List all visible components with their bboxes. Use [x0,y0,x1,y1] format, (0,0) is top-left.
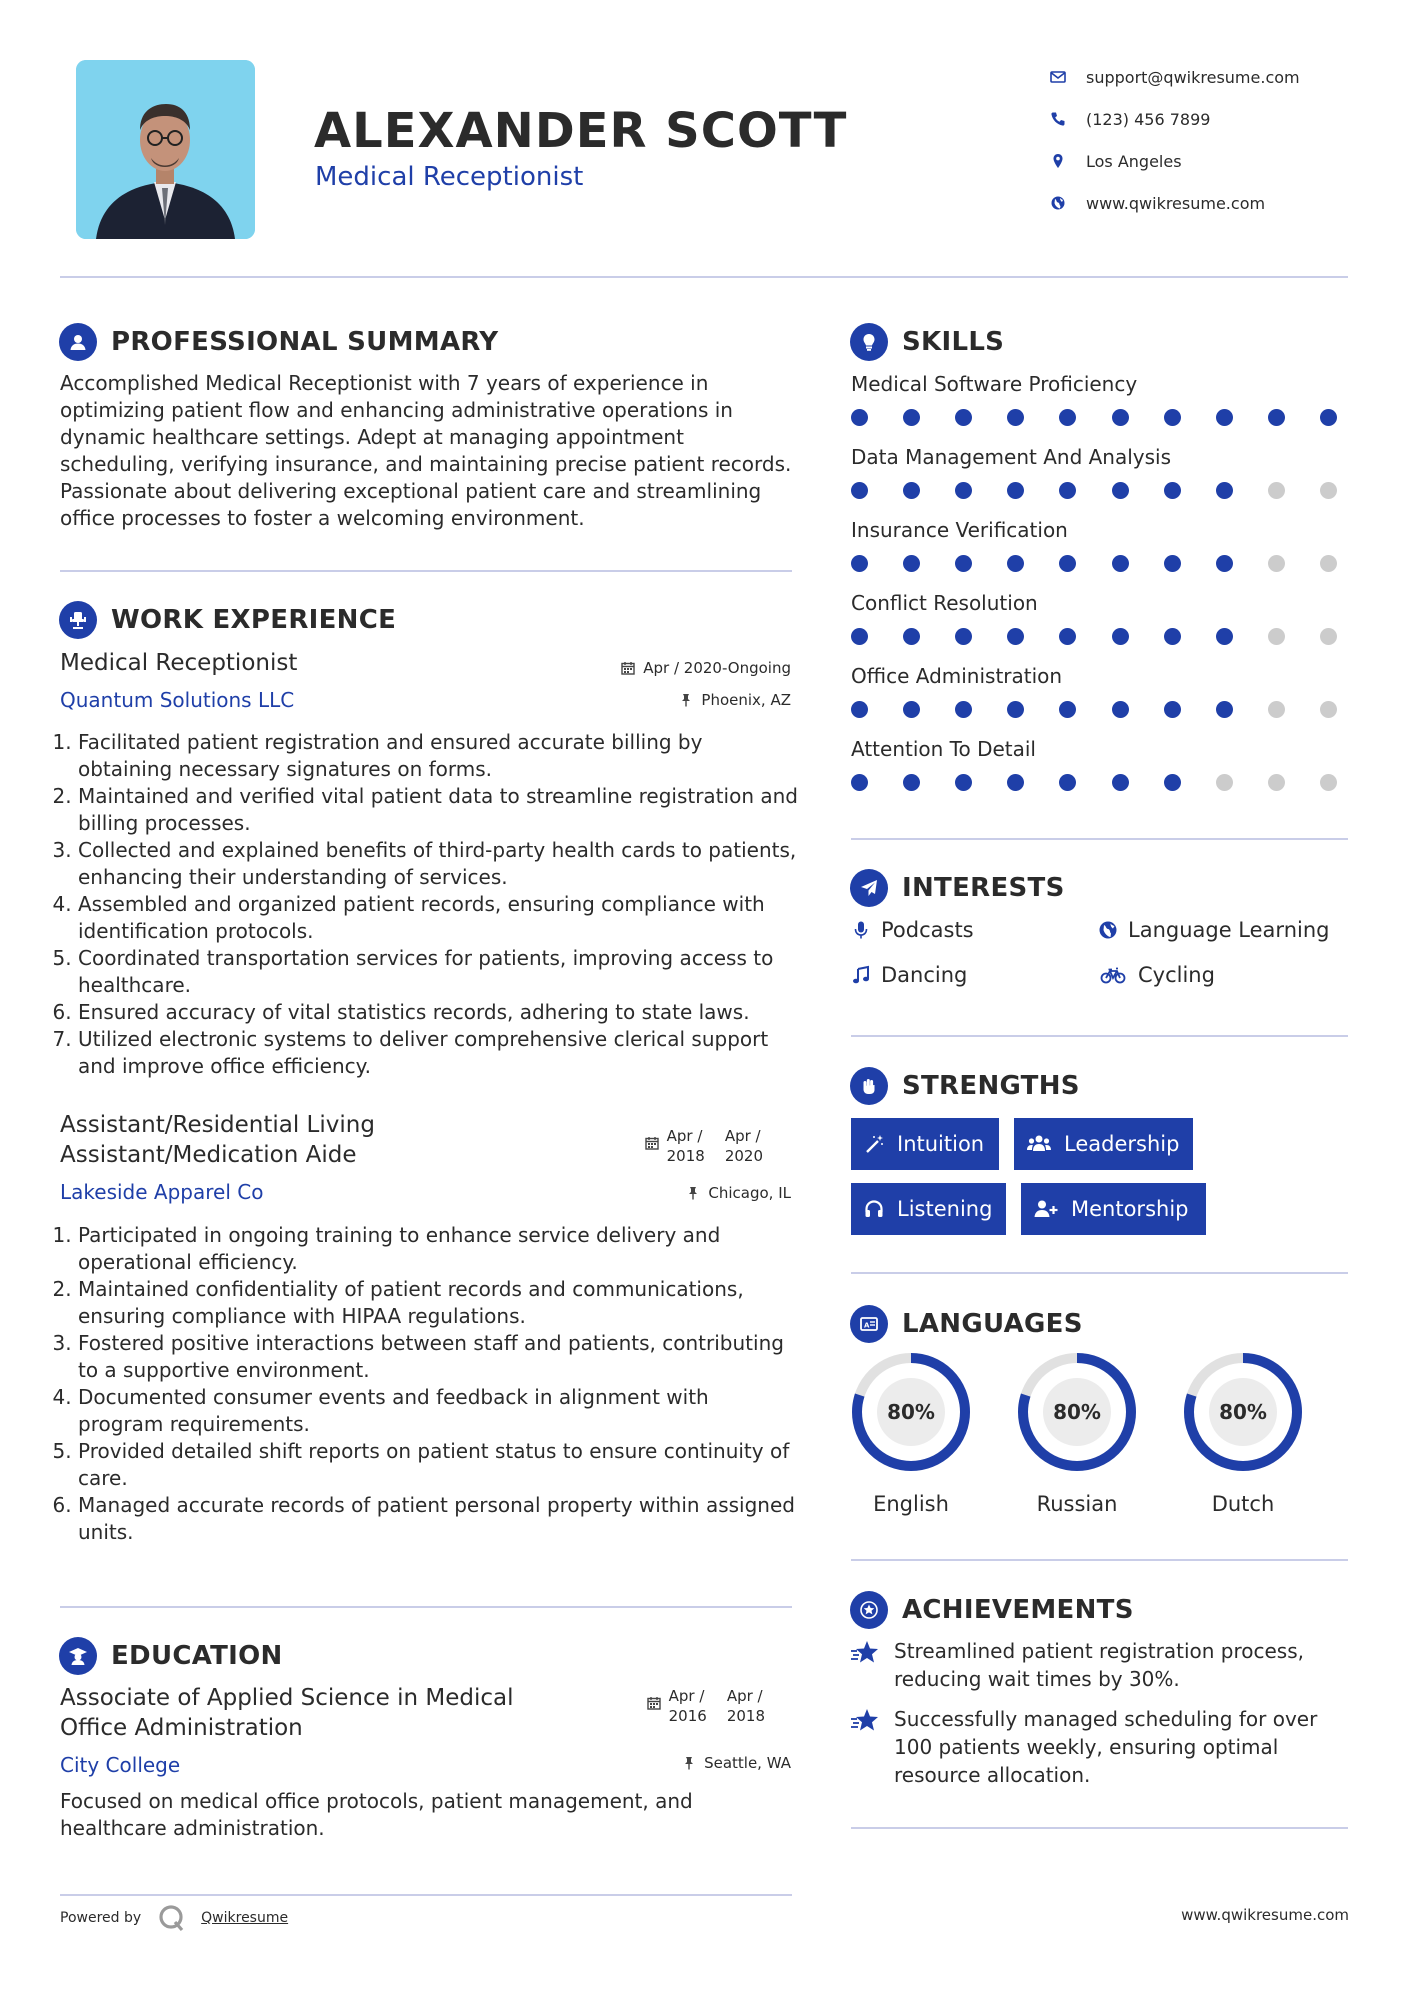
rating-dot-empty [1320,701,1337,718]
rating-dot-filled [1007,701,1024,718]
education-date-start-month: Apr / [668,1687,705,1705]
rating-dot-empty [1320,628,1337,645]
star-icon [850,1639,880,1665]
map-pin-icon [1050,153,1086,169]
rating-dot-filled [1112,774,1129,791]
summary-title: PROFESSIONAL SUMMARY [111,327,499,357]
language-proficiency-ring [1181,1350,1305,1474]
skill-rating [851,409,1337,426]
summary-text: Accomplished Medical Receptionist with 7 years of experience in optimizing patient flow and enhancing administrative operations in dynamic healthcare settings. Adept at managing appointment scheduling, verifying insurance, and maintaining precise patient records. Passionate about delivering exceptional patient care and streamlining office processes to foster a welcoming environment. [60,371,792,530]
language-name: Russian [1036,1492,1118,1516]
calendar-icon [621,661,635,675]
footer-powered-by [60,1903,288,1933]
rating-dot-empty [1320,774,1337,791]
interest-dancing-label: Dancing [881,963,968,987]
lightbulb-icon [850,323,888,361]
language-name: Dutch [1211,1492,1275,1516]
qwikresume-logo-icon [157,1903,187,1933]
skill-name: Data Management And Analysis [851,445,1172,469]
rating-dot-filled [1007,774,1024,791]
calendar-icon [645,1136,659,1150]
education-degree: Associate of Applied Science in Medical Office Administration [60,1685,514,1741]
job-1-bullets [59,729,799,1080]
job-2-location [686,1184,791,1202]
candidate-role: Medical Receptionist [315,162,584,192]
rating-dot-filled [955,628,972,645]
footer-brand-link[interactable]: Qwikresume [201,1910,289,1926]
skill-name: Medical Software Proficiency [851,372,1138,396]
language-percent-label: 80% [887,1400,935,1424]
rating-dot-filled [1164,409,1181,426]
language-card-icon [850,1305,888,1343]
rating-dot-filled [1059,409,1076,426]
star-badge-icon [850,1591,888,1629]
rating-dot-filled [1059,555,1076,572]
profile-photo [76,60,255,239]
rating-dot-filled [955,701,972,718]
skill-rating [851,482,1337,499]
job-2-date [645,1126,763,1166]
rating-dot-filled [1164,774,1181,791]
envelope-icon [1050,69,1086,85]
skill-name: Office Administration [851,664,1063,688]
skills-title: SKILLS [902,327,1005,357]
headphones-icon [863,1198,885,1220]
globe-icon [1098,920,1118,940]
interests-title: INTERESTS [902,873,1065,903]
job-2-date-end-month: Apr / [724,1127,761,1145]
language-percent-label: 80% [1053,1400,1101,1424]
list-item: 4. Documented consumer events and feedback in alignment with program requirements. [78,1384,799,1438]
achievements-title: ACHIEVEMENTS [902,1595,1134,1625]
rating-dot-filled [851,409,868,426]
list-item: 3. Fostered positive interactions between staff and patients, contributing to a supportive environment. [78,1330,799,1384]
interests-divider [851,1035,1348,1037]
footer-url[interactable]: www.qwikresume.com [1181,1906,1349,1924]
education-divider [60,1894,792,1896]
rating-dot-filled [1216,555,1233,572]
achievements-heading [850,1590,1134,1630]
language-item [849,1350,973,1516]
rating-dot-filled [903,774,920,791]
interest-cycling-label: Cycling [1138,963,1215,987]
list-item: 2. Maintained confidentiality of patient records and communications, ensuring compliance with HIPAA regulations. [78,1276,799,1330]
education-date-start-year: 2016 [668,1707,707,1725]
achievements-divider [851,1827,1348,1829]
list-item: 5. Provided detailed shift reports on patient status to ensure continuity of care. [78,1438,799,1492]
achievement-text: Successfully managed scheduling for over 100 patients weekly, ensuring optimal resource allocation. [894,1707,1318,1787]
candidate-name: ALEXANDER SCOTT [314,103,848,159]
rating-dot-filled [1007,555,1024,572]
languages-divider [851,1559,1348,1561]
strength-mentorship-label: Mentorship [1071,1197,1189,1221]
list-item: 1. Participated in ongoing training to enhance service delivery and operational efficiency. [78,1222,799,1276]
achievement-text: Streamlined patient registration process, reducing wait times by 30%. [894,1639,1304,1691]
rating-dot-empty [1268,555,1285,572]
skill-rating [851,774,1337,791]
star-icon [850,1707,880,1733]
user-plus-icon [1033,1198,1059,1220]
rating-dot-empty [1320,482,1337,499]
education-heading [59,1636,283,1676]
contact-website-text: www.qwikresume.com [1086,193,1266,213]
skill-name: Conflict Resolution [851,591,1038,615]
skill-rating [851,701,1337,718]
strength-tag-mentorship [1021,1183,1206,1235]
languages-heading [850,1304,1083,1344]
rating-dot-filled [955,482,972,499]
rating-dot-empty [1268,628,1285,645]
pushpin-icon [679,693,693,707]
skill-name: Attention To Detail [851,737,1036,761]
language-item [1181,1350,1305,1516]
language-percent-label: 80% [1219,1400,1267,1424]
rating-dot-filled [1007,409,1024,426]
rating-dot-filled [1112,482,1129,499]
contact-website[interactable] [1050,182,1300,224]
contact-phone[interactable] [1050,98,1300,140]
phone-icon [1050,111,1086,127]
rating-dot-filled [851,628,868,645]
education-date-end-year: 2018 [726,1707,765,1725]
calendar-icon [647,1696,661,1710]
skill-name: Insurance Verification [851,518,1068,542]
job-1-date-text: Apr / 2020-Ongoing [643,659,791,677]
rating-dot-filled [955,774,972,791]
list-item: 1. Facilitated patient registration and ensured accurate billing by obtaining necessary signatures on forms. [78,729,799,783]
strength-listening-label: Listening [897,1197,993,1221]
job-2-date-start-year: 2018 [666,1147,705,1165]
skill-rating [851,555,1337,572]
rating-dot-filled [1112,409,1129,426]
rating-dot-filled [1059,774,1076,791]
achievement-item [850,1705,1350,1789]
rating-dot-filled [1007,482,1024,499]
education-description: Focused on medical office protocols, patient management, and healthcare administration. [60,1789,693,1840]
education-title: EDUCATION [111,1641,283,1671]
microphone-icon [851,920,871,940]
education-date-end [727,1686,765,1726]
rating-dot-filled [903,628,920,645]
interest-language-learning-label: Language Learning [1128,918,1330,942]
interest-dancing [851,963,967,987]
contact-email[interactable] [1050,56,1300,98]
contact-email-text: support@qwikresume.com [1086,67,1300,87]
education-school: City College [60,1753,181,1777]
strength-tag-intuition [851,1118,999,1170]
achievement-item [850,1637,1350,1693]
job-2-title: Assistant/Residential Living Assistant/Medication Aide [60,1112,375,1168]
rating-dot-filled [1059,482,1076,499]
job-2-bullets [59,1222,799,1546]
contact-phone-text: (123) 456 7899 [1086,109,1211,129]
job-2-location-text: Chicago, IL [708,1184,791,1202]
job-1-location-text: Phoenix, AZ [701,691,791,709]
interest-podcasts [851,918,974,942]
strength-leadership-label: Leadership [1064,1132,1180,1156]
job-2-date-start-month: Apr / [666,1127,703,1145]
svg-text:A: A [864,1321,870,1330]
rating-dot-filled [1164,628,1181,645]
language-proficiency-ring [849,1350,973,1474]
skills-heading [850,322,1004,362]
interest-podcasts-label: Podcasts [881,918,974,942]
job-1-date [621,659,791,677]
bicycle-icon [1098,965,1128,985]
rating-dot-empty [1268,701,1285,718]
strengths-title: STRENGTHS [902,1071,1080,1101]
work-divider [60,1606,792,1608]
graduate-icon [59,1637,97,1675]
list-item: 2. Maintained and verified vital patient data to streamline registration and billing processes. [78,783,799,837]
rating-dot-empty [1268,774,1285,791]
summary-divider [60,570,792,572]
list-item: 6. Managed accurate records of patient personal property within assigned units. [78,1492,799,1546]
paper-plane-icon [850,869,888,907]
list-item: 4. Assembled and organized patient records, ensuring compliance with identification protocols. [78,891,799,945]
rating-dot-filled [851,555,868,572]
footer-powered-label: Powered by [60,1910,142,1926]
rating-dot-filled [1320,409,1337,426]
magic-wand-icon [863,1133,885,1155]
globe-icon [1050,195,1086,211]
rating-dot-filled [1112,628,1129,645]
job-1-title: Medical Receptionist [60,650,298,676]
education-date-end-month: Apr / [726,1687,763,1705]
rating-dot-filled [1112,701,1129,718]
rating-dot-filled [1059,701,1076,718]
header-divider [60,276,1348,278]
education-date [647,1686,765,1726]
strength-tag-leadership [1014,1118,1193,1170]
rating-dot-filled [903,555,920,572]
education-location [682,1754,791,1772]
rating-dot-filled [903,409,920,426]
job-2-date-end-year: 2020 [724,1147,763,1165]
list-item: 6. Ensured accuracy of vital statistics records, adhering to state laws. [78,999,799,1026]
user-icon [59,323,97,361]
work-title: WORK EXPERIENCE [111,605,397,635]
skills-divider [851,838,1348,840]
job-2-company: Lakeside Apparel Co [60,1180,264,1204]
rating-dot-filled [1216,628,1233,645]
rating-dot-filled [1164,555,1181,572]
rating-dot-filled [1216,701,1233,718]
strengths-heading [850,1066,1080,1106]
list-item: 7. Utilized electronic systems to deliver comprehensive clerical support and improve office efficiency. [78,1026,799,1080]
rating-dot-filled [955,409,972,426]
education-location-text: Seattle, WA [704,1754,791,1772]
rating-dot-filled [903,482,920,499]
interest-cycling [1098,963,1215,987]
interests-heading [850,868,1065,908]
strength-tag-listening [851,1183,1006,1235]
job-2-date-start [667,1126,705,1166]
music-note-icon [851,965,871,985]
rating-dot-filled [1164,482,1181,499]
languages-title: LANGUAGES [902,1309,1083,1339]
contact-list [1050,56,1300,224]
rating-dot-filled [1007,628,1024,645]
rating-dot-filled [1216,482,1233,499]
skill-rating [851,628,1337,645]
contact-location [1050,140,1300,182]
rating-dot-filled [851,701,868,718]
rating-dot-filled [1268,409,1285,426]
rating-dot-filled [903,701,920,718]
education-date-start [669,1686,707,1726]
rating-dot-filled [851,774,868,791]
work-heading [59,600,396,640]
summary-heading [59,322,498,362]
rating-dot-filled [955,555,972,572]
rating-dot-empty [1216,774,1233,791]
list-item: 3. Collected and explained benefits of third-party health cards to patients, enhancing their understanding of services. [78,837,799,891]
contact-location-text: Los Angeles [1086,151,1182,171]
job-2-date-end [725,1126,763,1166]
language-name: English [873,1492,949,1516]
strengths-divider [851,1272,1348,1274]
language-proficiency-ring [1015,1350,1139,1474]
raised-fist-icon [850,1067,888,1105]
strength-intuition-label: Intuition [897,1132,985,1156]
pushpin-icon [682,1756,696,1770]
rating-dot-filled [1216,409,1233,426]
interest-language-learning [1098,918,1329,942]
pushpin-icon [686,1186,700,1200]
rating-dot-filled [1164,701,1181,718]
language-item [1015,1350,1139,1516]
job-1-location [679,691,791,709]
rating-dot-filled [1059,628,1076,645]
job-1-company: Quantum Solutions LLC [60,688,295,712]
rating-dot-filled [1112,555,1129,572]
rating-dot-filled [851,482,868,499]
briefcase-chair-icon [59,601,97,639]
rating-dot-empty [1320,555,1337,572]
list-item: 5. Coordinated transportation services for patients, improving access to healthcare. [78,945,799,999]
rating-dot-empty [1268,482,1285,499]
users-icon [1026,1133,1052,1155]
person-portrait-illustration [76,60,255,239]
